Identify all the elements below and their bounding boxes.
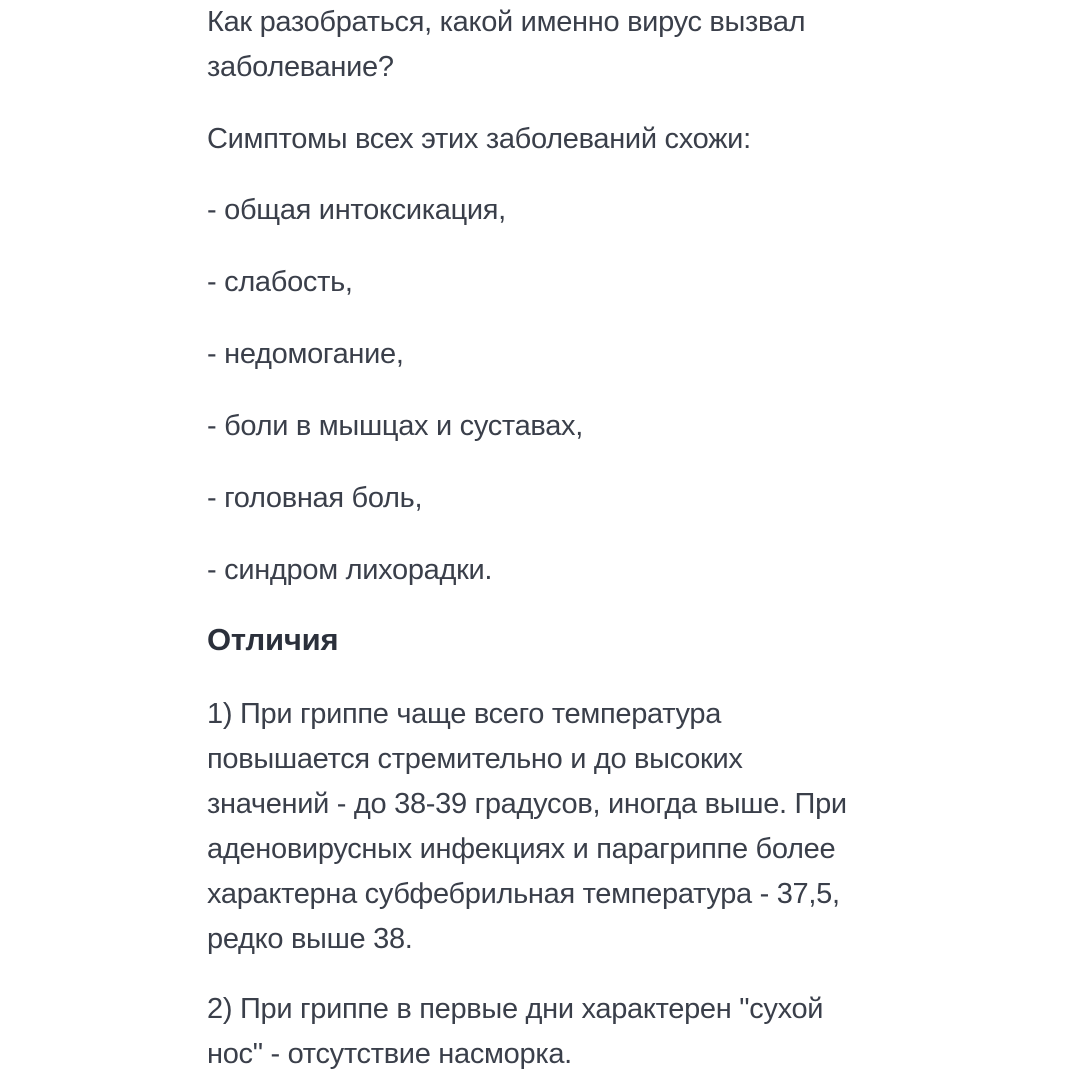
intro-question bbox=[207, 0, 805, 90]
paragraph-line: аденовирусных инфекциях и парагриппе более bbox=[207, 833, 836, 865]
paragraph-line: повышается стремительно и до высоких bbox=[207, 743, 743, 775]
paragraph-line: характерна субфебрильная температура - 37,5, bbox=[207, 878, 840, 910]
difference-point-2 bbox=[207, 987, 823, 1077]
symptoms-lead: Симптомы всех этих заболеваний схожи: bbox=[207, 123, 751, 155]
paragraph-line: редко выше 38. bbox=[207, 923, 413, 955]
symptom-item: - общая интоксикация, bbox=[207, 194, 506, 226]
symptom-item: - синдром лихорадки. bbox=[207, 554, 493, 586]
intro-line: Как разобраться, какой именно вирус вызвал bbox=[207, 6, 806, 38]
symptom-item: - слабость, bbox=[207, 266, 353, 298]
symptom-item: - головная боль, bbox=[207, 482, 423, 514]
section-heading: Отличия bbox=[207, 622, 339, 657]
symptom-item: - боли в мышцах и суставах, bbox=[207, 410, 583, 442]
paragraph-line: нос" - отсутствие насморка. bbox=[207, 1038, 572, 1070]
paragraph-line: 2) При гриппе в первые дни характерен "сухой bbox=[207, 993, 824, 1025]
symptom-item: - недомогание, bbox=[207, 338, 404, 370]
paragraph-line: значений - до 38-39 градусов, иногда выше. При bbox=[207, 788, 847, 820]
paragraph-line: 1) При гриппе чаще всего температура bbox=[207, 698, 722, 730]
intro-line: заболевание? bbox=[207, 51, 394, 83]
difference-point-1 bbox=[207, 692, 847, 962]
